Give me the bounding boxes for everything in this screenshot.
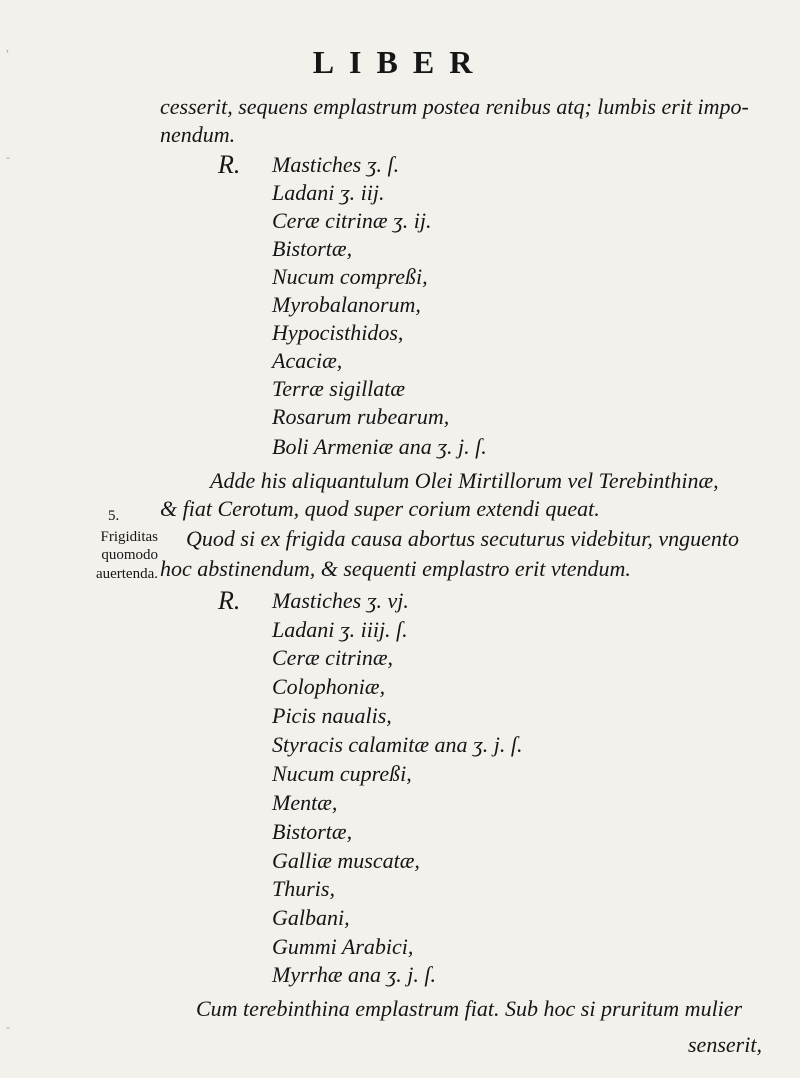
text-line: & fiat Cerotum, quod super corium extendi queat.	[160, 496, 600, 521]
page-header: LIBER	[312, 44, 488, 80]
text-line: senserit,	[688, 1032, 762, 1057]
recipe-item: Styracis calamitæ ana ʒ. j. ſ.	[272, 732, 523, 757]
page-edge-marks: -	[6, 150, 10, 164]
recipe-item: Mentæ,	[272, 790, 338, 815]
recipe-item: Bistortæ,	[272, 819, 353, 844]
margin-note-line: quomodo	[101, 547, 158, 563]
recipe-item: Terræ sigillatæ	[272, 376, 406, 401]
text-line: Cum terebinthina emplastrum fiat. Sub hoc si pruritum mulier	[196, 996, 743, 1021]
text-line: nendum.	[160, 122, 236, 147]
recipe-item: Galbani,	[272, 905, 350, 930]
recipe-item: Ceræ citrinæ,	[272, 645, 394, 670]
text-line: Quod si ex frigida causa abortus secuturus videbitur, vnguento	[186, 526, 740, 551]
recipe-item: Ceræ citrinæ ʒ. ij.	[272, 208, 432, 233]
margin-number: 5.	[108, 508, 120, 524]
recipe-item: Nucum cupreßi,	[272, 761, 412, 786]
recipe-item: Boli Armeniæ ana ʒ. j. ſ.	[272, 434, 487, 459]
recipe-symbol: R.	[218, 150, 241, 179]
margin-note-line: Frigiditas	[100, 529, 158, 545]
margin-note-line: auertenda.	[95, 566, 158, 582]
recipe-item: Hypocisthidos,	[272, 320, 404, 345]
recipe-item: Rosarum rubearum,	[272, 404, 450, 429]
text-line: cesserit, sequens emplastrum postea renibus atq; lumbis erit impo-	[160, 94, 749, 119]
recipe-item: Thuris,	[272, 876, 335, 901]
recipe-item: Galliæ muscatæ,	[272, 848, 420, 873]
recipe-item: Colophoniæ,	[272, 674, 386, 699]
recipe-item: Ladani ʒ. iij.	[272, 180, 385, 205]
recipe-item: Nucum compreßi,	[272, 264, 428, 289]
recipe-item: Myrrhæ ana ʒ. j. ſ.	[272, 962, 436, 987]
recipe-item: Gummi Arabici,	[272, 934, 414, 959]
recipe-item: Mastiches ʒ. vj.	[272, 588, 409, 613]
recipe-item: Picis naualis,	[272, 703, 392, 728]
page-edge-marks: ,	[6, 40, 9, 54]
recipe-item: Bistortæ,	[272, 236, 353, 261]
recipe-item: Ladani ʒ. iiij. ſ.	[272, 617, 408, 642]
recipe-symbol: R.	[218, 586, 241, 615]
text-line: hoc abstinendum, & sequenti emplastro erit vtendum.	[160, 556, 631, 581]
text-line: Adde his aliquantulum Olei Mirtillorum vel Terebinthinæ,	[210, 468, 719, 493]
recipe-item: Myrobalanorum,	[272, 292, 421, 317]
page-edge-marks: -	[6, 1020, 10, 1034]
recipe-item: Acaciæ,	[272, 348, 343, 373]
recipe-item: Mastiches ʒ. ſ.	[272, 152, 400, 177]
